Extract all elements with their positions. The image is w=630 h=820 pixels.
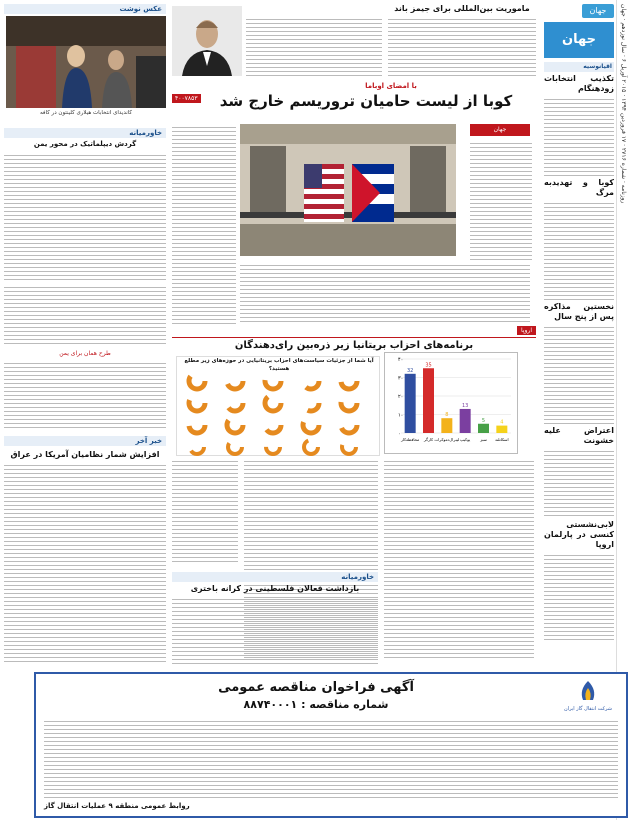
photo-caption: کاندیدای انتخابات هیلاری کلینتون در کافه: [39, 110, 133, 116]
ad-number: شماره مناقصه : ۸۸۷۴۰۰۰۱: [243, 698, 389, 711]
bar: [496, 426, 507, 433]
flags-balcony-image: [240, 124, 456, 256]
tender-ad: [34, 672, 628, 818]
left-body-3: [4, 462, 166, 662]
pie-row-3: [189, 417, 357, 433]
main-body-left: [172, 124, 236, 324]
company-name: شرکت انتقال گاز ایران: [564, 706, 612, 712]
y-tick-label: ۴۰: [398, 357, 404, 363]
category-label: یوکیپ: [460, 437, 471, 442]
main-body-bottom: [240, 262, 530, 324]
world-tag: جهان: [470, 124, 530, 136]
bar: [460, 409, 471, 433]
us-flag-shape: [304, 164, 344, 222]
right-body-4: [544, 448, 614, 518]
bar: [478, 424, 489, 433]
cuba-flag-shape: [352, 164, 394, 222]
main-headline: کوبا از لیست حامیان تروریسم خارج شد: [219, 92, 513, 110]
section-title: جهان: [544, 22, 614, 58]
category-label: سبز: [480, 437, 487, 442]
portrait-image: [172, 6, 242, 76]
palestine-body: [172, 596, 378, 666]
bar-value-label: 13: [461, 402, 469, 409]
palestine-headline: بازداشت فعالان فلسطینی در کرانه باختری: [190, 584, 360, 593]
barcode-badge: ۴۰۰۷۸۵۳: [172, 94, 201, 103]
flame-icon: [573, 680, 603, 702]
bar: [441, 418, 452, 433]
left-section-3: خبر آخر: [4, 436, 166, 446]
bond-portrait: [172, 6, 242, 76]
left-headline-1: گردش دیپلماتیک در محور یمن: [33, 140, 137, 148]
right-headline-2: کوبا و تهدیدبه مرگ: [544, 178, 614, 197]
chart-section-header: [172, 326, 536, 338]
lower-body-right: [384, 458, 534, 668]
date-strip: روزنامه · شماره ۲۷۱۶ · ۱۷ فروردین ۱۳۹۴ · ۲۰۱۵ آوریل ۶ · سال نوزدهم · جهان: [620, 4, 627, 204]
pie-grid-rows: [177, 367, 381, 457]
section-logo: جهان: [582, 4, 614, 18]
pie-row-2: [189, 395, 357, 411]
y-tick-label: ۱۰: [398, 412, 404, 419]
pie-grid-svg: [177, 367, 381, 457]
pie-row-4: [190, 440, 356, 454]
left-body-2: [4, 360, 166, 430]
category-label: کارگر: [423, 437, 434, 442]
main-kicker: با امضای اوباما: [365, 82, 417, 90]
y-tick-label: ۰: [398, 431, 401, 437]
top-news-body-1: [388, 16, 536, 78]
category-label: اسکاتلند: [495, 437, 509, 442]
right-kicker-1: اقیانوسیه: [544, 62, 614, 72]
right-headline-5: لابی‌نشستی کنسی در پارلمان اروپا: [544, 520, 614, 549]
left-subhead-2: طرح همان برای یمن: [59, 350, 111, 357]
bar-value-label: 5: [481, 417, 486, 424]
y-tick-label: ۳۰: [398, 375, 404, 382]
right-column: [544, 62, 614, 662]
main-body-right: [470, 140, 532, 260]
category-label: محافظه‌کار: [400, 437, 420, 442]
gas-company-logo: [558, 680, 618, 714]
bar-value-label: 35: [425, 362, 432, 369]
left-section-1: خاورمیانه: [4, 128, 166, 138]
bar-value-label: 32: [406, 367, 414, 374]
ad-body: [44, 718, 618, 800]
cafe-scene-image: [6, 16, 166, 108]
top-news-title: ماموریت بین‌المللی برای جیمز باند: [394, 4, 530, 13]
palestine-kicker: خاورمیانه: [172, 572, 378, 582]
right-headline-4: اعتراض علیه خشونت: [544, 426, 614, 445]
photo-section-title: عکس نوشت: [4, 4, 166, 14]
left-headline-3: افزایش شمار نظامیان آمریکا در عراق: [10, 450, 160, 459]
right-body-3: [544, 324, 614, 424]
clinton-photo: [6, 16, 166, 108]
havana-photo: [240, 124, 456, 256]
chart-headline: برنامه‌های احزاب بریتانیا زیر ذره‌بین رای‌دهندگان: [234, 340, 474, 351]
top-news-body-2: [246, 16, 382, 78]
y-tick-label: ۲۰: [398, 394, 404, 400]
lower-body-left: [172, 458, 238, 568]
right-headline-3: نخستین مذاکره پس از پنج سال: [544, 302, 614, 321]
europe-tag: اروپا: [517, 326, 536, 335]
ad-title: آگهی فراخوان مناقصه عمومی: [218, 680, 414, 695]
bar-chart-svg: [383, 353, 517, 455]
pie-row-1: [189, 373, 357, 389]
bar: [405, 374, 416, 433]
bar-value-label: 8: [445, 412, 449, 419]
pie-grid: [176, 356, 380, 456]
right-body-5: [544, 552, 614, 642]
ad-signature: روابط عمومی منطقه ۹ عملیات انتقال گاز: [44, 802, 190, 810]
left-body-1: [4, 152, 166, 282]
category-label: لیبرال‌دموکرات: [434, 437, 460, 442]
pie-grid-title: آیا شما از جزئیات سیاست‌های احزاب بریتانیایی در حوزه‌های زیر مطلع هستید؟: [184, 358, 374, 372]
bar-chart: [384, 352, 518, 454]
right-headline-1: تکذیب انتخابات زودهنگام: [544, 74, 614, 93]
right-body-1: [544, 96, 614, 176]
bar-value-label: 4: [500, 419, 504, 426]
right-body-2: [544, 200, 614, 300]
left-body-1b: [4, 284, 166, 344]
bar: [423, 368, 434, 433]
